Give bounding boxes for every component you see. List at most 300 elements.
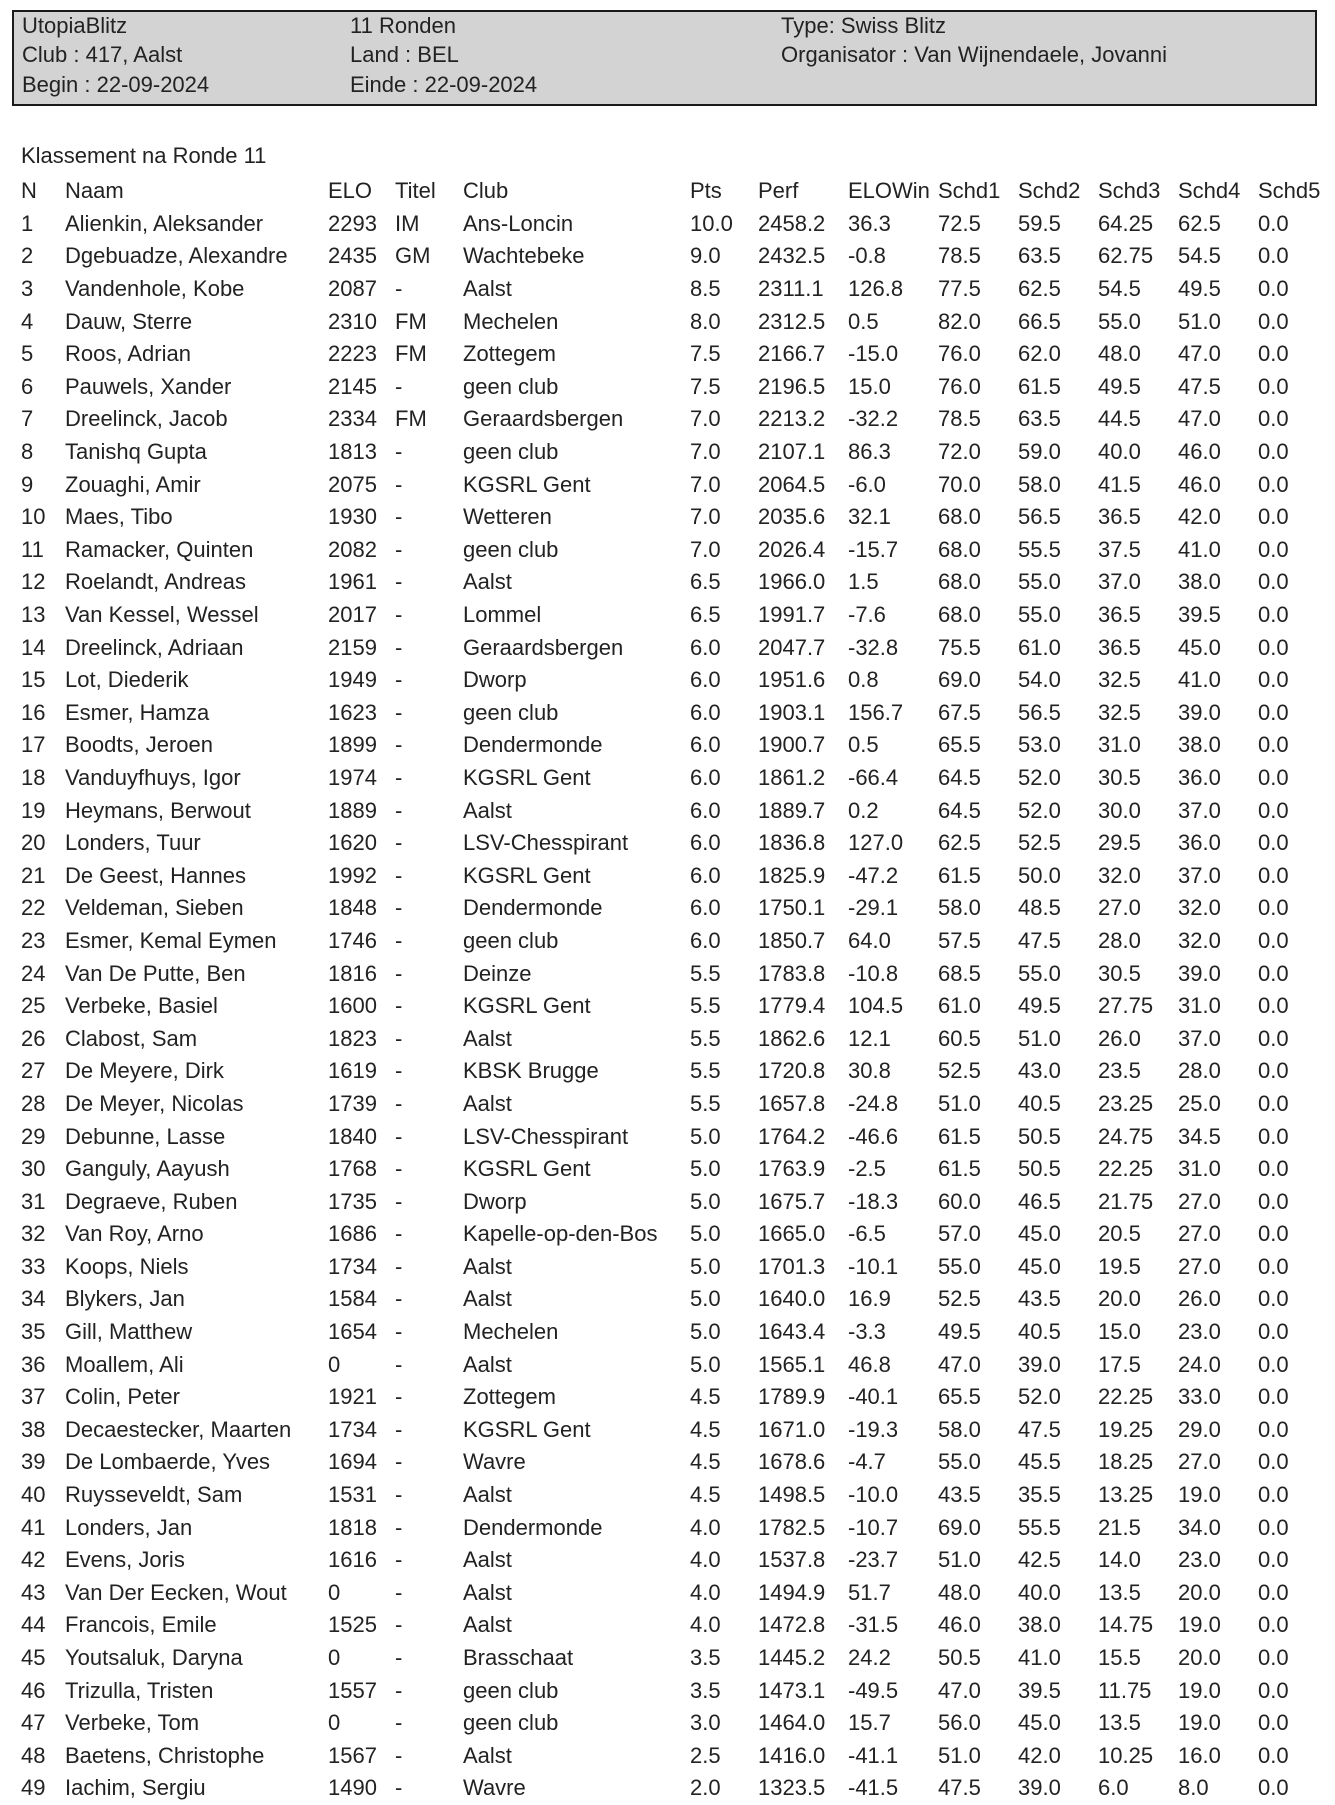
table-row — [21, 1707, 1328, 1740]
cell-elo-win: 0.5 — [848, 308, 879, 334]
cell-schd3: 14.0 — [1098, 1547, 1141, 1573]
cell-title: - — [395, 1123, 403, 1149]
cell-points: 3.5 — [690, 1645, 721, 1671]
cell-club: Aalst — [463, 276, 512, 302]
cell-schd2: 52.5 — [1018, 830, 1061, 856]
cell-schd3: 6.0 — [1098, 1775, 1129, 1801]
cell-player-name: Veldeman, Sieben — [65, 895, 244, 921]
cell-elo: 1889 — [328, 797, 377, 823]
cell-schd1: 58.0 — [938, 895, 981, 921]
cell-schd5: 0.0 — [1258, 1188, 1289, 1214]
column-header-elo: ELO — [328, 178, 373, 204]
cell-player-name: Clabost, Sam — [65, 1025, 198, 1051]
cell-schd1: 49.5 — [938, 1319, 981, 1345]
cell-schd4: 23.0 — [1178, 1319, 1221, 1345]
cell-schd1: 68.0 — [938, 569, 981, 595]
cell-performance: 1678.6 — [758, 1449, 826, 1475]
cell-schd5: 0.0 — [1258, 1710, 1289, 1736]
rounds-count: 11 Ronden — [350, 13, 457, 38]
cell-player-name: Degraeve, Ruben — [65, 1188, 238, 1214]
cell-performance: 2035.6 — [758, 504, 826, 530]
cell-schd1: 65.5 — [938, 732, 981, 758]
cell-schd2: 61.0 — [1018, 634, 1061, 660]
cell-elo: 1557 — [328, 1677, 377, 1703]
cell-schd4: 19.0 — [1178, 1677, 1221, 1703]
cell-schd4: 46.0 — [1178, 471, 1221, 497]
cell-schd4: 34.0 — [1178, 1514, 1221, 1540]
cell-schd5: 0.0 — [1258, 276, 1289, 302]
column-header-rank: N — [21, 178, 37, 204]
cell-schd4: 41.0 — [1178, 536, 1221, 562]
cell-club: LSV-Chesspirant — [463, 830, 629, 856]
cell-schd2: 45.0 — [1018, 1710, 1061, 1736]
cell-club: Wavre — [463, 1449, 526, 1475]
cell-club: Geraardsbergen — [463, 406, 624, 432]
cell-schd1: 64.5 — [938, 797, 981, 823]
cell-schd3: 23.5 — [1098, 1058, 1141, 1084]
cell-schd3: 24.75 — [1098, 1123, 1154, 1149]
cell-rank: 44 — [21, 1612, 46, 1638]
cell-schd4: 45.0 — [1178, 634, 1221, 660]
cell-title: - — [395, 927, 403, 953]
cell-schd5: 0.0 — [1258, 993, 1289, 1019]
cell-title: - — [395, 1188, 403, 1214]
cell-title: - — [395, 1775, 403, 1801]
cell-elo-win: -7.6 — [848, 602, 886, 628]
cell-schd2: 66.5 — [1018, 308, 1061, 334]
cell-elo-win: -46.6 — [848, 1123, 899, 1149]
cell-club: LSV-Chesspirant — [463, 1123, 629, 1149]
cell-schd2: 42.0 — [1018, 1742, 1061, 1768]
cell-elo: 1694 — [328, 1449, 377, 1475]
cell-schd4: 19.0 — [1178, 1482, 1221, 1508]
table-row — [21, 1446, 1328, 1479]
cell-player-name: Gill, Matthew — [65, 1319, 193, 1345]
cell-points: 4.0 — [690, 1514, 721, 1540]
cell-title: - — [395, 1449, 403, 1475]
cell-elo: 0 — [328, 1710, 341, 1736]
cell-club: Wavre — [463, 1775, 526, 1801]
cell-points: 5.0 — [690, 1319, 721, 1345]
table-row — [21, 794, 1328, 827]
cell-player-name: Vandenhole, Kobe — [65, 276, 245, 302]
cell-title: - — [395, 993, 403, 1019]
cell-points: 4.5 — [690, 1416, 721, 1442]
cell-elo: 1823 — [328, 1025, 377, 1051]
cell-schd5: 0.0 — [1258, 1156, 1289, 1182]
cell-points: 3.5 — [690, 1677, 721, 1703]
end-date: Einde : 22-09-2024 — [350, 72, 538, 97]
cell-points: 2.5 — [690, 1742, 721, 1768]
cell-title: - — [395, 373, 403, 399]
table-row — [21, 827, 1328, 860]
cell-title: - — [395, 960, 403, 986]
cell-player-name: Alienkin, Aleksander — [65, 210, 264, 236]
cell-schd1: 46.0 — [938, 1612, 981, 1638]
cell-points: 7.5 — [690, 341, 721, 367]
cell-schd2: 51.0 — [1018, 1025, 1061, 1051]
cell-schd5: 0.0 — [1258, 1221, 1289, 1247]
cell-points: 6.0 — [690, 895, 721, 921]
cell-player-name: Van Der Eecken, Wout — [65, 1579, 287, 1605]
cell-rank: 22 — [21, 895, 46, 921]
country: Land : BEL — [350, 42, 459, 67]
cell-points: 9.0 — [690, 243, 721, 269]
cell-rank: 47 — [21, 1710, 46, 1736]
cell-schd1: 58.0 — [938, 1416, 981, 1442]
cell-schd5: 0.0 — [1258, 1058, 1289, 1084]
cell-elo-win: -4.7 — [848, 1449, 886, 1475]
cell-schd2: 38.0 — [1018, 1612, 1061, 1638]
cell-schd3: 23.25 — [1098, 1090, 1154, 1116]
cell-schd1: 68.5 — [938, 960, 981, 986]
cell-schd1: 61.5 — [938, 862, 981, 888]
cell-schd5: 0.0 — [1258, 1123, 1289, 1149]
column-header-schd5: Schd5 — [1258, 178, 1321, 204]
cell-points: 6.0 — [690, 830, 721, 856]
cell-schd2: 59.5 — [1018, 210, 1061, 236]
cell-schd3: 37.5 — [1098, 536, 1141, 562]
cell-elo: 1567 — [328, 1742, 377, 1768]
cell-schd5: 0.0 — [1258, 1742, 1289, 1768]
cell-schd2: 49.5 — [1018, 993, 1061, 1019]
cell-schd1: 62.5 — [938, 830, 981, 856]
cell-schd4: 62.5 — [1178, 210, 1221, 236]
cell-elo: 2075 — [328, 471, 377, 497]
cell-player-name: Ruysseveldt, Sam — [65, 1482, 243, 1508]
cell-schd2: 55.0 — [1018, 602, 1061, 628]
cell-performance: 2458.2 — [758, 210, 826, 236]
standings-body — [21, 208, 1328, 1805]
cell-schd4: 33.0 — [1178, 1384, 1221, 1410]
cell-rank: 18 — [21, 764, 46, 790]
cell-rank: 42 — [21, 1547, 46, 1573]
cell-schd1: 48.0 — [938, 1579, 981, 1605]
cell-schd5: 0.0 — [1258, 1482, 1289, 1508]
cell-schd2: 35.5 — [1018, 1482, 1061, 1508]
cell-title: - — [395, 1221, 403, 1247]
cell-points: 5.0 — [690, 1351, 721, 1377]
cell-performance: 2107.1 — [758, 439, 826, 465]
cell-performance: 1657.8 — [758, 1090, 826, 1116]
cell-elo-win: 0.8 — [848, 667, 879, 693]
cell-elo-win: 16.9 — [848, 1286, 891, 1312]
cell-points: 6.5 — [690, 602, 721, 628]
cell-schd3: 30.5 — [1098, 960, 1141, 986]
organizer: Organisator : Van Wijnendaele, Jovanni — [781, 42, 1168, 67]
cell-schd4: 19.0 — [1178, 1612, 1221, 1638]
cell-points: 7.0 — [690, 504, 721, 530]
cell-points: 4.0 — [690, 1612, 721, 1638]
cell-schd4: 39.0 — [1178, 699, 1221, 725]
cell-player-name: Londers, Tuur — [65, 830, 201, 856]
cell-player-name: Vanduyfhuys, Igor — [65, 764, 241, 790]
cell-club: Mechelen — [463, 308, 559, 334]
cell-club: Wetteren — [463, 504, 552, 530]
cell-elo-win: -66.4 — [848, 764, 899, 790]
cell-player-name: Moallem, Ali — [65, 1351, 184, 1377]
cell-schd3: 21.75 — [1098, 1188, 1154, 1214]
cell-rank: 48 — [21, 1742, 46, 1768]
cell-schd3: 41.5 — [1098, 471, 1141, 497]
table-row — [21, 371, 1328, 404]
cell-elo-win: -23.7 — [848, 1547, 899, 1573]
cell-rank: 7 — [21, 406, 34, 432]
cell-performance: 1537.8 — [758, 1547, 826, 1573]
cell-points: 7.0 — [690, 406, 721, 432]
cell-schd1: 69.0 — [938, 667, 981, 693]
cell-rank: 1 — [21, 210, 34, 236]
cell-schd3: 37.0 — [1098, 569, 1141, 595]
cell-points: 6.0 — [690, 862, 721, 888]
cell-title: - — [395, 699, 403, 725]
cell-schd3: 29.5 — [1098, 830, 1141, 856]
cell-schd3: 19.25 — [1098, 1416, 1154, 1442]
table-row — [21, 403, 1328, 436]
cell-elo-win: -32.2 — [848, 406, 899, 432]
cell-schd4: 8.0 — [1178, 1775, 1209, 1801]
cell-player-name: Van Roy, Arno — [65, 1221, 204, 1247]
cell-schd5: 0.0 — [1258, 602, 1289, 628]
column-header-player-name: Naam — [65, 178, 124, 204]
tournament-name: UtopiaBlitz — [22, 13, 128, 38]
cell-schd2: 59.0 — [1018, 439, 1061, 465]
cell-schd2: 47.5 — [1018, 927, 1061, 953]
cell-rank: 21 — [21, 862, 46, 888]
cell-points: 5.0 — [690, 1123, 721, 1149]
cell-points: 6.0 — [690, 797, 721, 823]
cell-schd1: 47.0 — [938, 1677, 981, 1703]
cell-schd4: 32.0 — [1178, 895, 1221, 921]
cell-title: - — [395, 1351, 403, 1377]
cell-performance: 1951.6 — [758, 667, 826, 693]
cell-title: - — [395, 439, 403, 465]
cell-elo-win: 104.5 — [848, 993, 904, 1019]
cell-performance: 1416.0 — [758, 1742, 826, 1768]
cell-rank: 11 — [21, 536, 44, 562]
cell-schd3: 22.25 — [1098, 1156, 1154, 1182]
cell-player-name: De Meyere, Dirk — [65, 1058, 224, 1084]
cell-schd1: 72.5 — [938, 210, 981, 236]
cell-rank: 37 — [21, 1384, 46, 1410]
tournament-info-box — [12, 10, 1317, 106]
column-header-schd3: Schd3 — [1098, 178, 1161, 204]
cell-performance: 1675.7 — [758, 1188, 826, 1214]
cell-schd1: 51.0 — [938, 1547, 981, 1573]
cell-schd5: 0.0 — [1258, 373, 1289, 399]
cell-performance: 1779.4 — [758, 993, 826, 1019]
cell-points: 8.5 — [690, 276, 721, 302]
cell-club: Wachtebeke — [463, 243, 585, 269]
cell-schd4: 37.0 — [1178, 862, 1221, 888]
cell-schd1: 51.0 — [938, 1742, 981, 1768]
cell-points: 5.0 — [690, 1286, 721, 1312]
cell-elo-win: 0.5 — [848, 732, 879, 758]
table-row — [21, 338, 1328, 371]
cell-schd2: 54.0 — [1018, 667, 1061, 693]
cell-performance: 1850.7 — [758, 927, 826, 953]
cell-elo-win: -15.7 — [848, 536, 899, 562]
cell-schd5: 0.0 — [1258, 1253, 1289, 1279]
cell-points: 6.0 — [690, 927, 721, 953]
cell-schd2: 41.0 — [1018, 1645, 1061, 1671]
cell-club: Brasschaat — [463, 1645, 574, 1671]
cell-performance: 1701.3 — [758, 1253, 826, 1279]
cell-schd1: 60.0 — [938, 1188, 981, 1214]
cell-elo: 1768 — [328, 1156, 377, 1182]
cell-schd4: 36.0 — [1178, 830, 1221, 856]
cell-schd5: 0.0 — [1258, 1286, 1289, 1312]
cell-schd2: 58.0 — [1018, 471, 1061, 497]
cell-schd4: 20.0 — [1178, 1645, 1221, 1671]
cell-schd1: 55.0 — [938, 1449, 981, 1475]
cell-schd4: 31.0 — [1178, 1156, 1221, 1182]
cell-player-name: Baetens, Christophe — [65, 1742, 265, 1768]
cell-performance: 1991.7 — [758, 602, 826, 628]
cell-points: 6.0 — [690, 634, 721, 660]
cell-schd1: 61.0 — [938, 993, 981, 1019]
cell-player-name: Esmer, Kemal Eymen — [65, 927, 277, 953]
cell-player-name: Ramacker, Quinten — [65, 536, 254, 562]
table-row — [21, 859, 1328, 892]
table-row — [21, 1609, 1328, 1642]
cell-performance: 1323.5 — [758, 1775, 826, 1801]
cell-schd5: 0.0 — [1258, 1612, 1289, 1638]
cell-club: KGSRL Gent — [463, 1156, 591, 1182]
cell-elo: 1930 — [328, 504, 377, 530]
cell-schd5: 0.0 — [1258, 1677, 1289, 1703]
cell-schd4: 24.0 — [1178, 1351, 1221, 1377]
cell-schd3: 13.5 — [1098, 1579, 1141, 1605]
cell-schd1: 47.0 — [938, 1351, 981, 1377]
column-header-elo-win: ELOWin — [848, 178, 930, 204]
cell-club: Aalst — [463, 569, 512, 595]
cell-title: IM — [395, 210, 420, 236]
cell-performance: 1640.0 — [758, 1286, 826, 1312]
cell-schd2: 40.5 — [1018, 1319, 1061, 1345]
cell-schd3: 55.0 — [1098, 308, 1141, 334]
cell-elo: 2017 — [328, 602, 377, 628]
cell-schd3: 15.0 — [1098, 1319, 1141, 1345]
cell-points: 5.5 — [690, 1025, 721, 1051]
cell-performance: 2312.5 — [758, 308, 826, 334]
cell-club: KGSRL Gent — [463, 764, 591, 790]
cell-performance: 2064.5 — [758, 471, 826, 497]
cell-title: - — [395, 1612, 403, 1638]
cell-rank: 9 — [21, 471, 34, 497]
cell-title: - — [395, 667, 403, 693]
table-row — [21, 1055, 1328, 1088]
cell-schd1: 78.5 — [938, 406, 981, 432]
cell-elo: 1848 — [328, 895, 377, 921]
table-row — [21, 1251, 1328, 1284]
table-row — [21, 1283, 1328, 1316]
table-row — [21, 1381, 1328, 1414]
cell-club: Zottegem — [463, 341, 556, 367]
cell-rank: 5 — [21, 341, 34, 367]
cell-title: - — [395, 1156, 403, 1182]
cell-performance: 1720.8 — [758, 1058, 826, 1084]
cell-schd5: 0.0 — [1258, 667, 1289, 693]
cell-schd2: 45.5 — [1018, 1449, 1061, 1475]
cell-schd4: 23.0 — [1178, 1547, 1221, 1573]
cell-title: - — [395, 471, 403, 497]
cell-schd1: 64.5 — [938, 764, 981, 790]
cell-player-name: Zouaghi, Amir — [65, 471, 201, 497]
cell-elo: 2223 — [328, 341, 377, 367]
column-header-schd2: Schd2 — [1018, 178, 1081, 204]
cell-schd4: 31.0 — [1178, 993, 1221, 1019]
cell-schd1: 55.0 — [938, 1253, 981, 1279]
cell-club: Dendermonde — [463, 895, 603, 921]
cell-elo-win: 64.0 — [848, 927, 891, 953]
cell-player-name: Francois, Emile — [65, 1612, 217, 1638]
cell-schd5: 0.0 — [1258, 341, 1289, 367]
table-row — [21, 1674, 1328, 1707]
table-row — [21, 729, 1328, 762]
cell-elo: 0 — [328, 1351, 341, 1377]
cell-schd3: 19.5 — [1098, 1253, 1141, 1279]
cell-club: Aalst — [463, 1547, 512, 1573]
cell-schd1: 67.5 — [938, 699, 981, 725]
standings-table — [21, 175, 1328, 1805]
cell-player-name: Dgebuadze, Alexandre — [65, 243, 288, 269]
cell-player-name: Blykers, Jan — [65, 1286, 185, 1312]
table-row — [21, 957, 1328, 990]
cell-points: 7.5 — [690, 373, 721, 399]
cell-elo-win: -29.1 — [848, 895, 899, 921]
cell-schd5: 0.0 — [1258, 406, 1289, 432]
cell-schd3: 30.5 — [1098, 764, 1141, 790]
cell-title: - — [395, 764, 403, 790]
cell-elo: 0 — [328, 1645, 341, 1671]
cell-player-name: Heymans, Berwout — [65, 797, 251, 823]
cell-performance: 1861.2 — [758, 764, 826, 790]
cell-schd4: 27.0 — [1178, 1188, 1221, 1214]
cell-schd2: 50.5 — [1018, 1123, 1061, 1149]
cell-title: - — [395, 1025, 403, 1051]
cell-rank: 13 — [21, 602, 46, 628]
cell-schd1: 72.0 — [938, 439, 981, 465]
cell-schd4: 51.0 — [1178, 308, 1221, 334]
cell-schd5: 0.0 — [1258, 862, 1289, 888]
cell-elo-win: -6.0 — [848, 471, 886, 497]
cell-schd3: 31.0 — [1098, 732, 1141, 758]
cell-club: Aalst — [463, 1253, 512, 1279]
cell-rank: 14 — [21, 634, 46, 660]
table-row — [21, 1577, 1328, 1610]
cell-performance: 1494.9 — [758, 1579, 826, 1605]
cell-club: Aalst — [463, 1025, 512, 1051]
cell-player-name: Boodts, Jeroen — [65, 732, 213, 758]
cell-elo: 2159 — [328, 634, 377, 660]
cell-schd3: 36.5 — [1098, 504, 1141, 530]
cell-points: 4.0 — [690, 1547, 721, 1573]
cell-performance: 1643.4 — [758, 1319, 826, 1345]
column-header-points: Pts — [690, 178, 722, 204]
cell-elo-win: -2.5 — [848, 1156, 886, 1182]
cell-elo: 1525 — [328, 1612, 377, 1638]
table-row — [21, 566, 1328, 599]
cell-schd3: 36.5 — [1098, 634, 1141, 660]
cell-schd1: 60.5 — [938, 1025, 981, 1051]
cell-elo: 1619 — [328, 1058, 377, 1084]
cell-schd2: 45.0 — [1018, 1221, 1061, 1247]
cell-elo-win: -10.0 — [848, 1482, 899, 1508]
cell-elo-win: -32.8 — [848, 634, 899, 660]
cell-elo-win: -3.3 — [848, 1319, 886, 1345]
cell-rank: 30 — [21, 1156, 46, 1182]
